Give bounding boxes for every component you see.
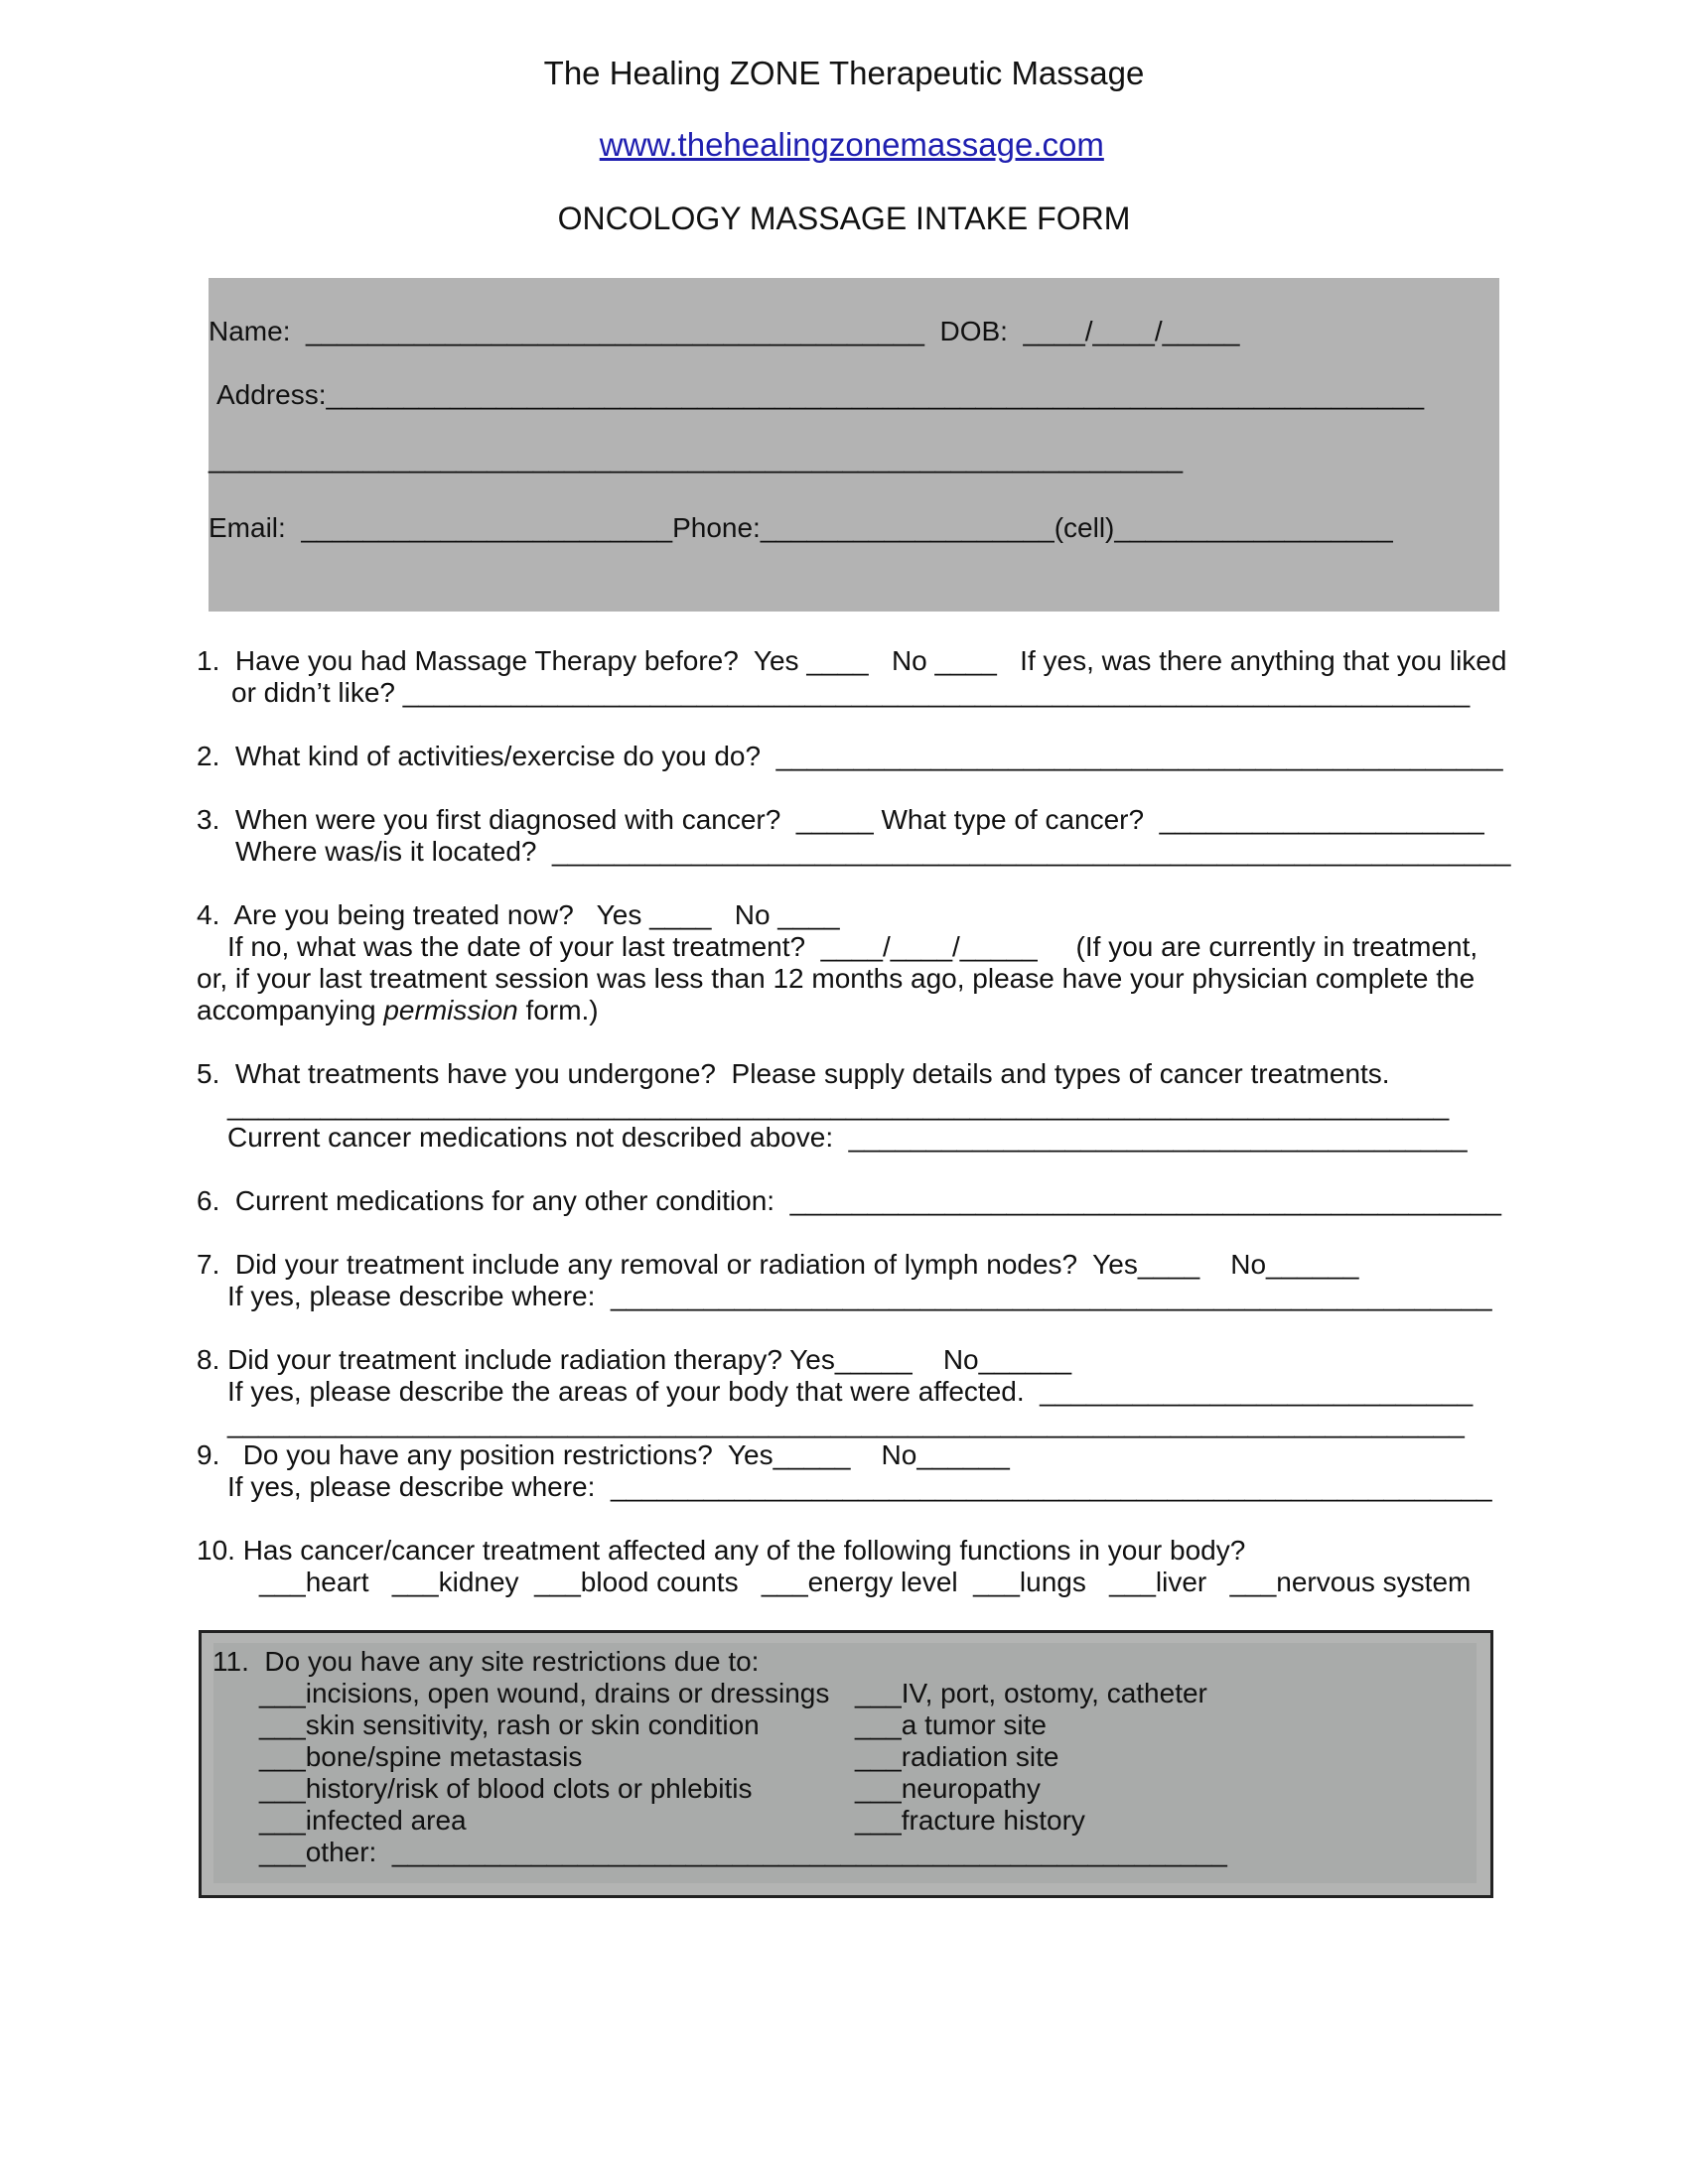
site-option[interactable]: ___a tumor site	[855, 1709, 1047, 1740]
question-3-location[interactable]: Where was/is it located? ______________________________________________________________	[235, 836, 1511, 867]
question-4-note: or, if your last treatment session was less than 12 months ago, please have your physician complete the	[197, 963, 1476, 994]
question-10: 10. Has cancer/cancer treatment affected any of the following functions in your body?	[197, 1535, 1246, 1566]
question-5-answer-line[interactable]: _______________________________________________________________________________	[227, 1090, 1450, 1121]
site-option[interactable]: ___radiation site	[855, 1741, 1059, 1772]
question-7-where[interactable]: If yes, please describe where: _________________________________________________________	[227, 1281, 1492, 1311]
question-8-areas[interactable]: If yes, please describe the areas of your body that were affected. ____________________________	[227, 1376, 1474, 1407]
site-option[interactable]: ___neuropathy	[855, 1773, 1041, 1804]
question-10-options[interactable]: ___heart ___kidney ___blood counts ___energy level ___lungs ___liver ___nervous system	[259, 1567, 1472, 1597]
site-option[interactable]: ___skin sensitivity, rash or skin condition	[259, 1709, 760, 1740]
site-option[interactable]: ___fracture history	[855, 1805, 1085, 1836]
question-2[interactable]: 2. What kind of activities/exercise do you do? _______________________________________________	[197, 741, 1503, 771]
site-restrictions-heading: 11. Do you have any site restrictions due to:	[212, 1646, 760, 1677]
address-field[interactable]: Address:_______________________________________________________________________	[216, 379, 1425, 410]
site-option[interactable]: ___bone/spine metastasis	[259, 1741, 583, 1772]
address-line-2-field[interactable]: _______________________________________________________________	[209, 443, 1184, 474]
permission-emphasis: permission	[383, 995, 518, 1025]
business-name: The Healing ZONE Therapeutic Massage	[543, 55, 1145, 91]
question-1[interactable]: 1. Have you had Massage Therapy before? Yes ____ No ____ If yes, was there anything that you liked	[197, 645, 1507, 676]
question-4-last-treatment[interactable]: If no, what was the date of your last treatment? ____/____/_____ (If you are currently in treatment,	[227, 931, 1478, 962]
question-1-continued[interactable]: or didn’t like? _____________________________________________________________________	[231, 677, 1471, 708]
question-7[interactable]: 7. Did your treatment include any removal or radiation of lymph nodes? Yes____ No______	[197, 1249, 1359, 1280]
site-option[interactable]: ___infected area	[259, 1805, 467, 1836]
question-9-where[interactable]: If yes, please describe where: _________________________________________________________	[227, 1471, 1492, 1502]
question-4[interactable]: 4. Are you being treated now? Yes ____ No ____	[197, 899, 840, 930]
email-phone-field[interactable]: Email: ________________________Phone:___________________(cell)__________________	[209, 512, 1393, 543]
question-9[interactable]: 9. Do you have any position restrictions? Yes_____ No______	[197, 1439, 1010, 1470]
question-5-medications[interactable]: Current cancer medications not described above: ________________________________________	[227, 1122, 1468, 1153]
question-8-answer-line[interactable]: ________________________________________________________________________________	[227, 1408, 1465, 1438]
question-3[interactable]: 3. When were you first diagnosed with cancer? _____ What type of cancer? _____________________	[197, 804, 1484, 835]
site-option-other[interactable]: ___other: ______________________________________________________	[259, 1837, 1227, 1867]
website-link[interactable]: www.thehealingzonemassage.com	[599, 126, 1104, 163]
form-title: ONCOLOGY MASSAGE INTAKE FORM	[557, 201, 1131, 236]
site-option[interactable]: ___IV, port, ostomy, catheter	[855, 1678, 1207, 1708]
question-4-note-end: accompanying permission form.)	[197, 995, 599, 1025]
question-6[interactable]: 6. Current medications for any other condition: ______________________________________________	[197, 1185, 1501, 1216]
site-option[interactable]: ___incisions, open wound, drains or dressings	[259, 1678, 830, 1708]
question-5: 5. What treatments have you undergone? Please supply details and types of cancer treatments.	[197, 1058, 1390, 1089]
name-dob-field[interactable]: Name: ________________________________________ DOB: ____/____/_____	[209, 316, 1240, 346]
question-8[interactable]: 8. Did your treatment include radiation therapy? Yes_____ No______	[197, 1344, 1072, 1375]
site-option[interactable]: ___history/risk of blood clots or phlebitis	[259, 1773, 753, 1804]
